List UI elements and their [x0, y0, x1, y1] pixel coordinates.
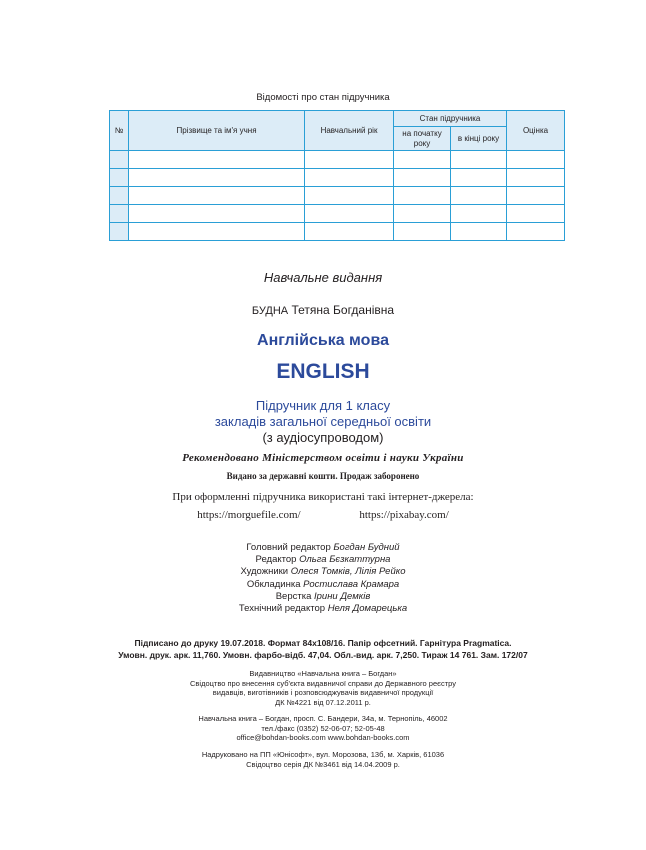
col-header-student-name: Прізвище та ім'я учня	[129, 111, 305, 151]
publisher-line: видавців, виготівників і розповсюджувачів видавничої продукції	[212, 688, 434, 698]
table-cell	[507, 169, 565, 187]
credit-role: Головний редактор	[246, 542, 331, 553]
table-cell	[129, 205, 305, 223]
credit-name: Неля Домарецька	[327, 603, 408, 615]
credit-role: Технічний редактор	[238, 603, 326, 615]
address-line: office@bohdan-books.com www.bohdan-books.com	[236, 733, 410, 743]
credit-line	[0, 603, 646, 615]
printer-line: Надруковано на ПП «Юнісофт», вул. Морозова, 13б, м. Харків, 61036	[201, 750, 445, 759]
textbook-description	[0, 398, 646, 446]
credit-line	[0, 542, 646, 554]
table-row	[110, 187, 565, 205]
publisher-line: Видавництво «Навчальна книга – Богдан»	[249, 669, 397, 678]
table-cell	[451, 223, 507, 241]
table-row	[110, 151, 565, 169]
publisher-line: Свідоцтво про внесення суб'єкта видавничої справи до Державного реєстру	[190, 678, 456, 688]
credit-name: Богдан Будний	[333, 542, 400, 553]
table-row	[110, 205, 565, 223]
credit-line	[0, 579, 646, 591]
internet-sources	[0, 509, 646, 521]
ministry-recommendation: Рекомендовано Міністерством освіти і науки України	[182, 452, 464, 464]
table-cell	[394, 223, 451, 241]
table-cell	[129, 223, 305, 241]
row-number-cell	[110, 169, 129, 187]
table-cell	[507, 187, 565, 205]
col-header-textbook-state: Стан підручника	[394, 111, 507, 127]
table-cell	[305, 169, 394, 187]
table-row	[110, 169, 565, 187]
table-cell	[451, 151, 507, 169]
printer-info	[0, 750, 646, 769]
table-cell	[394, 205, 451, 223]
table-cell	[507, 205, 565, 223]
table-cell	[507, 223, 565, 241]
textbook-condition-table	[109, 110, 565, 241]
table-cell	[394, 151, 451, 169]
book-title: ENGLISH	[276, 360, 370, 383]
edition-type: Навчальне видання	[263, 270, 383, 285]
credit-name: Ольга Бєзкаттурна	[299, 554, 391, 566]
credit-line	[0, 554, 646, 566]
row-number-cell	[110, 223, 129, 241]
table-cell	[129, 151, 305, 169]
table-cell	[451, 187, 507, 205]
author-given-name: Тетяна Богданівна	[291, 303, 395, 317]
table-cell	[451, 169, 507, 187]
textbook-grade-line: Підручник для 1 класу	[255, 398, 391, 413]
credit-name: Ірини Демків	[314, 590, 371, 602]
textbook-school-line: закладів загальної середньої освіти	[214, 414, 432, 429]
internet-sources-note: При оформленні підручника використані такі інтернет-джерела:	[172, 491, 474, 503]
credit-role: Обкладинка	[246, 578, 301, 590]
print-details	[0, 637, 646, 661]
credit-role: Редактор	[255, 554, 297, 566]
row-number-cell	[110, 205, 129, 223]
col-header-school-year: Навчальний рік	[305, 111, 394, 151]
author-surname: БУДНА	[251, 305, 289, 317]
table-cell	[305, 205, 394, 223]
table-cell	[305, 151, 394, 169]
credit-role: Верстка	[275, 590, 312, 602]
table-cell	[451, 205, 507, 223]
publisher-info	[0, 669, 646, 707]
government-funding-note: Видано за державні кошти. Продаж заборонено	[226, 471, 420, 481]
table-row	[110, 223, 565, 241]
author	[0, 303, 646, 317]
credit-name: Ростислава Крамара	[303, 578, 400, 590]
source-url: https://morguefile.com/	[197, 509, 301, 521]
subject-title: Англійська мова	[257, 332, 389, 349]
print-details-line: Умовн. друк. арк. 11,760. Умовн. фарбо-відб. 47,04. Обл.-вид. арк. 7,250. Тираж 14 761. Зам. 172/07	[118, 650, 528, 660]
table-title: Відомості про стан підручника	[256, 92, 390, 103]
publisher-address	[0, 714, 646, 743]
table-cell	[129, 187, 305, 205]
publisher-line: ДК №4221 від 07.12.2011 р.	[275, 697, 371, 707]
col-header-end-of-year: в кінці року	[451, 127, 507, 151]
credit-name: Олеся Томків, Лілія Рейко	[290, 566, 406, 578]
table-cell	[507, 151, 565, 169]
col-header-grade: Оцінка	[507, 111, 565, 151]
credit-role: Художники	[240, 566, 289, 578]
col-header-number: №	[110, 111, 129, 151]
table-cell	[305, 187, 394, 205]
address-line: Навчальна книга – Богдан, просп. С. Бандери, 34а, м. Тернопіль, 46002	[198, 714, 448, 723]
row-number-cell	[110, 187, 129, 205]
table-cell	[129, 169, 305, 187]
print-details-line: Підписано до друку 19.07.2018. Формат 84х108/16. Папір офсетний. Гарнітура Pragmatica.	[134, 638, 512, 648]
credit-line	[0, 566, 646, 578]
credit-line	[0, 591, 646, 603]
table-cell	[394, 169, 451, 187]
source-url: https://pixabay.com/	[359, 509, 449, 521]
table-cell	[305, 223, 394, 241]
row-number-cell	[110, 151, 129, 169]
credits	[0, 542, 646, 615]
table-cell	[394, 187, 451, 205]
address-line: тел./факс (0352) 52-06-07; 52-05-48	[261, 723, 385, 733]
textbook-audio-line: (з аудіосупроводом)	[262, 430, 384, 445]
printer-line: Свідоцтво серія ДК №3461 від 14.04.2009 р.	[246, 759, 400, 769]
col-header-start-of-year: на початку року	[394, 127, 451, 151]
